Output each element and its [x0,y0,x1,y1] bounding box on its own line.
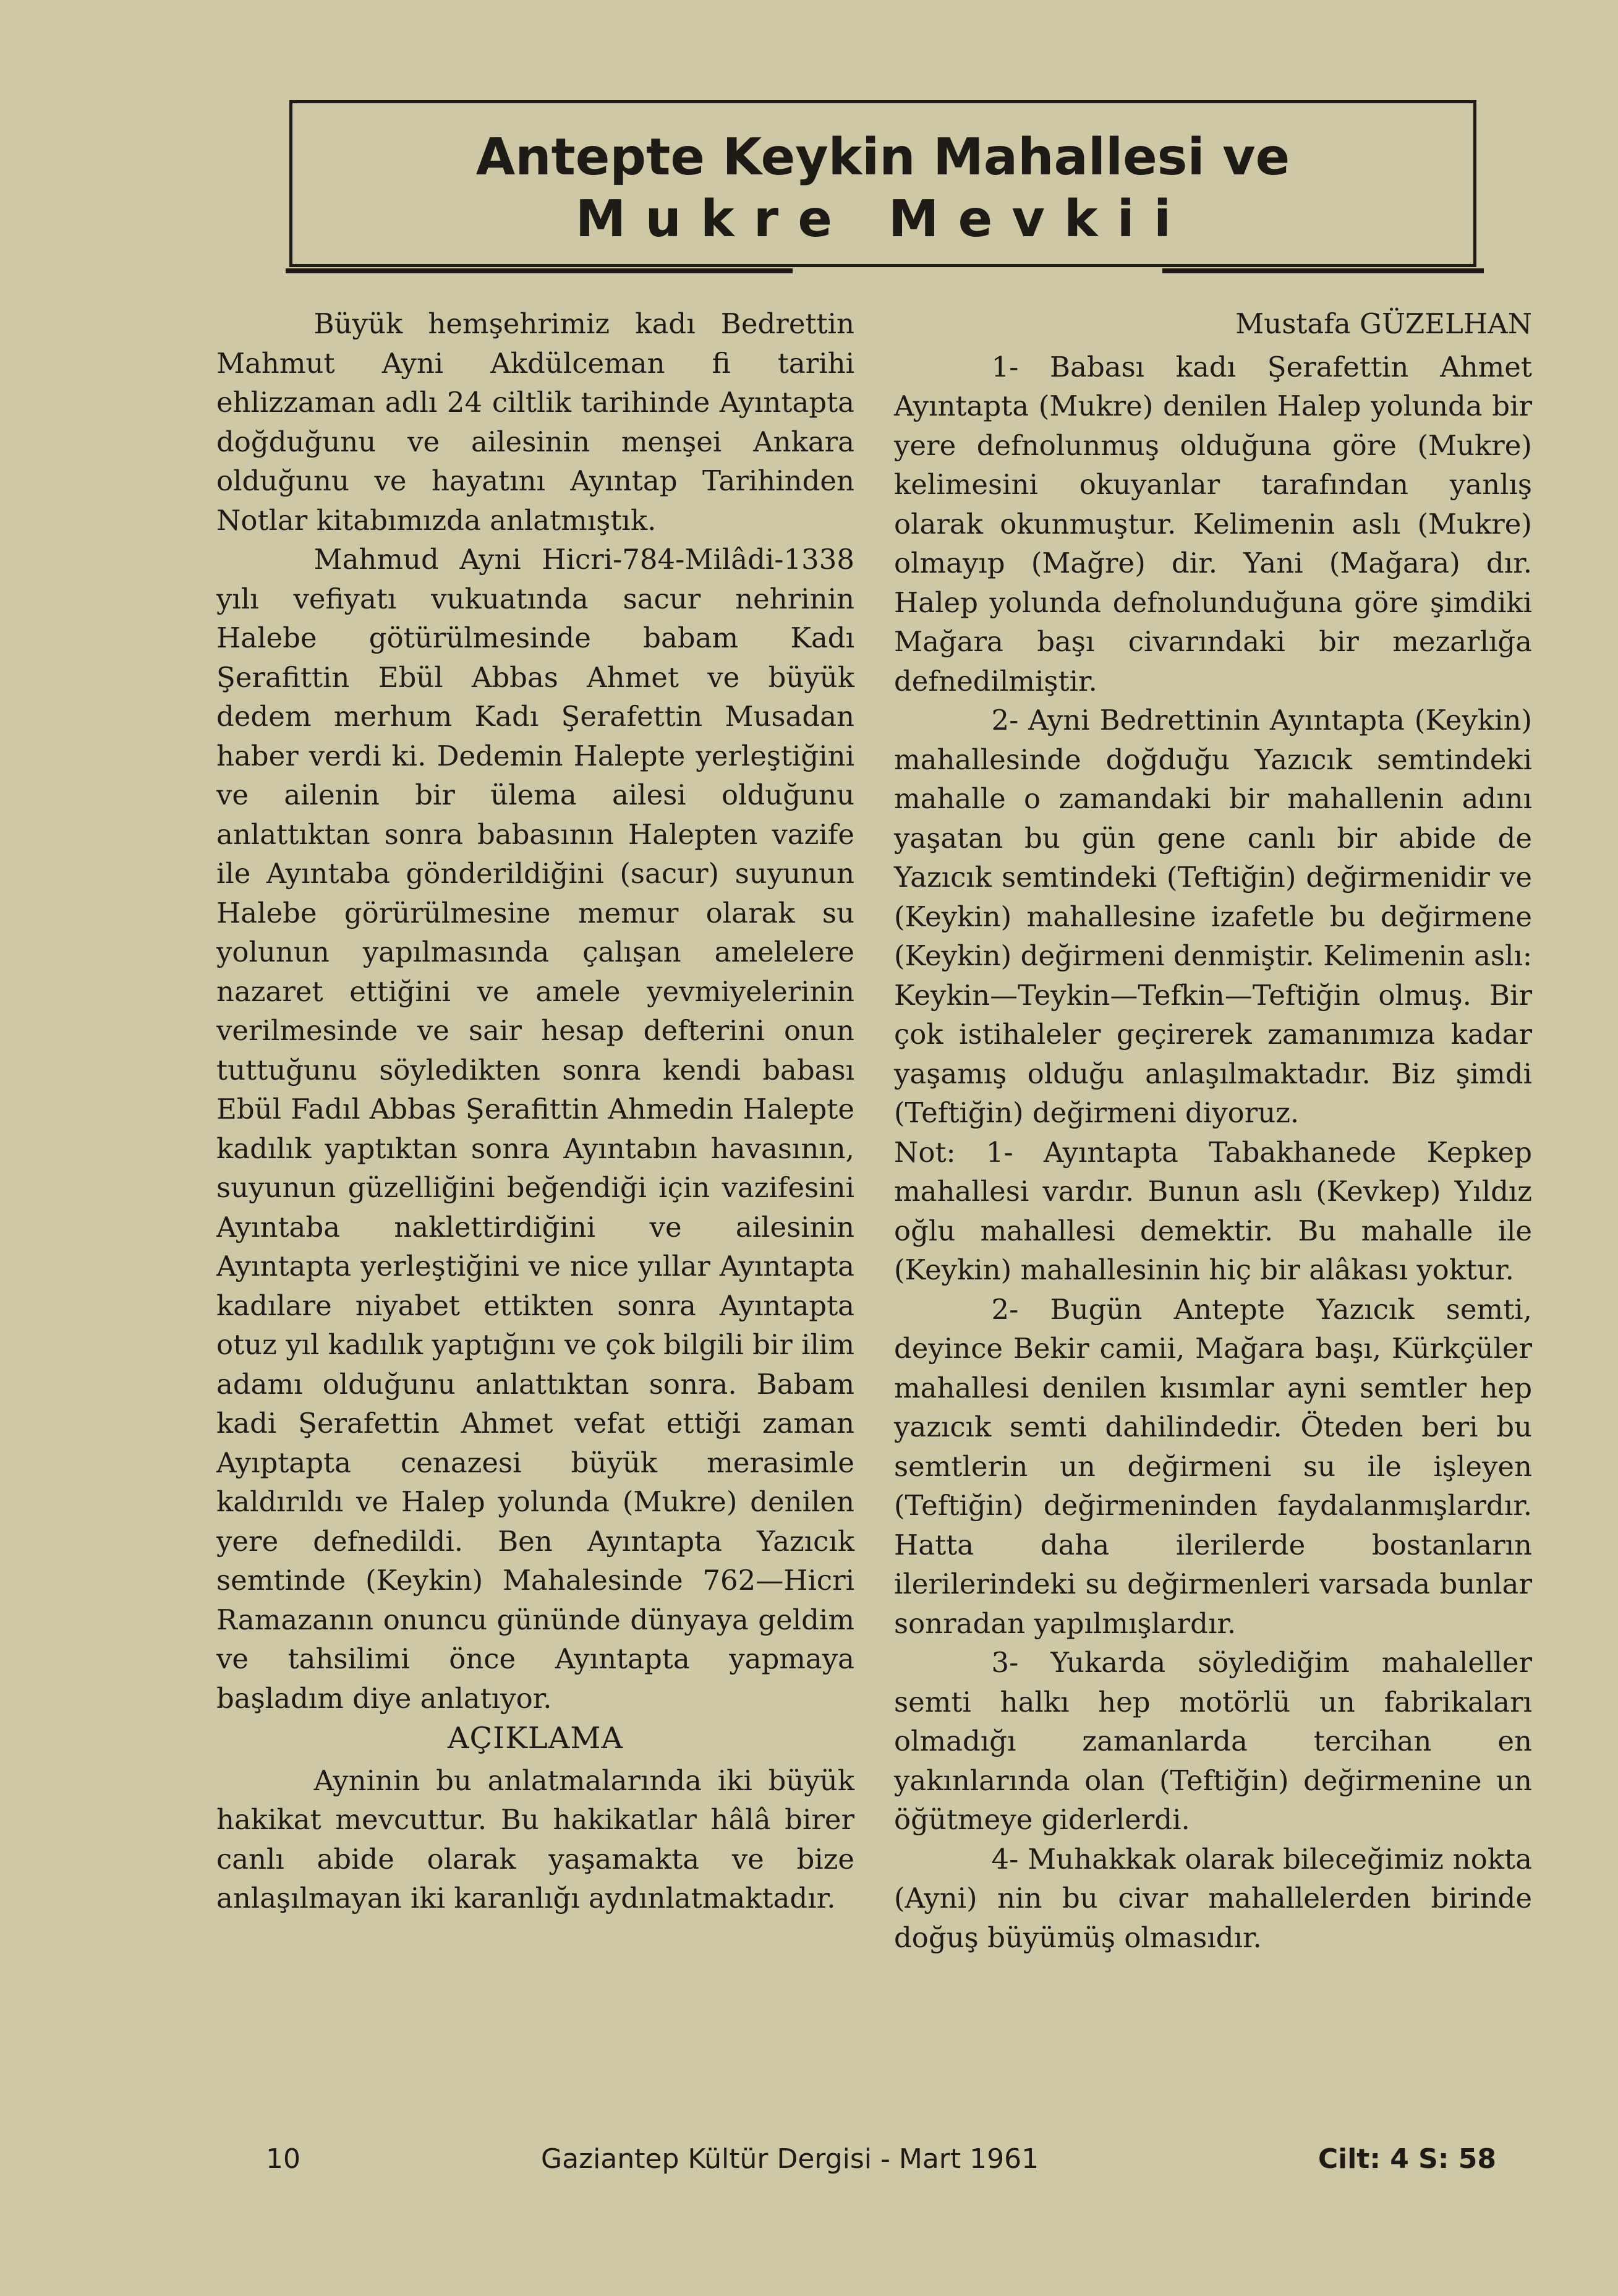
paragraph: 2- Bugün Antepte Yazıcık semti, deyince Bekir camii, Mağara başı, Kürkçüler mahallesi denilen kısımlar ayni semtler hep yazıcık semti dahilindedir. Öteden beri bu semtlerin un değirmeni su ile işleyen (Teftiğin) değirmeninden faydalanmışlardır. Hatta daha ilerilerde bostanların ilerilerindeki su değirmenleri varsada bunlar sonradan yapılmışlardır. [894,1292,1532,1640]
right-column [894,304,1532,1957]
title-underline-right [1162,268,1484,273]
paragraph: Mahmud Ayni Hicri-784-Milâdi-1338 yılı vefiyatı vukuatında sacur nehrinin Halebe götürülmesinde babam Kadı Şerafittin Ebül Abbas Ahmet ve büyük dedem merhum Kadı Şerafettin Musadan haber verdi ki. Dedemin Halepte yerleştiğini ve ailenin bir ülema ailesi olduğunu anlattıktan sonra babasının Halepten vazife ile Ayıntaba gönderildiğini (sacur) suyunun Halebe görürülmesine memur olarak su yolunun yapılmasında çalışan amelelere nazaret ettiğini ve amele yevmiyelerinin verilmesinde ve sair hesap defterini onun tuttuğunu söyledikten sonra kendi babası Ebül Fadıl Abbas Şerafittin Ahmedin Halepte kadılık yaptıktan sonra Ayıntabın havasının, suyunun güzelliğini beğendiği için vazifesini Ayıntaba naklettirdiğini ve ailesinin Ayıntapta yerleştiğini ve nice yıllar Ayıntapta kadılare niyabet ettikten sonra Ayıntapta otuz yıl kadılık yaptığını ve çok bilgili bir ilim adamı olduğunu anlattıktan sonra. Babam kadi Şerafettin Ahmet vefat ettiği zaman Ayıptapta cenazesi büyük merasimle kaldırıldı ve Halep yolunda (Mukre) denilen yere defnedildi. Ben Ayıntapta Yazıcık semtinde (Keykin) Mahalesinde 762—Hicri Ramazanın onuncu gününde dünyaya geldim ve tahsilimi önce Ayıntapta yapmaya başladım diye anlatıyor. [216,543,854,1715]
left-column [216,304,854,1918]
paragraph: 3- Yukarda söylediğim mahaleller semti halkı hep motörlü un fabrikaları olmadığı zamanlarda tercihan en yakınlarında olan (Teftiğin) değirmenine un öğütmeye giderlerdi. [894,1646,1532,1836]
author-name: Mustafa GÜZELHAN [1235,307,1532,340]
section-heading: AÇIKLAMA [447,1721,624,1756]
page-footer [266,2143,1496,2180]
page-number: 10 [266,2143,300,2175]
paragraph: 4- Muhakkak olarak bileceğimiz nokta (Ayni) nin bu civar mahallelerden birinde doğuş büyümüş olmasıdır. [894,1842,1532,1954]
title-underline-left [286,268,793,273]
title-box [289,100,1476,267]
issue-info: Cilt: 4 S: 58 [1318,2143,1496,2175]
title-line-1: Antepte Keykin Mahallesi ve [475,128,1290,187]
paragraph: 1- Babası kadı Şerafettin Ahmet Ayıntapta (Mukre) denilen Halep yolunda bir yere defnolunmuş olduğuna göre (Mukre) kelimesini okuyanlar tarafından yanlış olarak okunmuştur. Kelimenin aslı (Mukre) olmayıp (Mağre) dir. Yani (Mağara) dır. Halep yolunda defnolunduğuna göre şimdiki Mağara başı civarındaki bir mezarlığa defnedilmiştir. [894,350,1532,698]
paragraph: Büyük hemşehrimiz kadı Bedrettin Mahmut Ayni Akdülceman fi tarihi ehlizzaman adlı 24 ciltlik tarihinde Ayıntapta doğduğunu ve ailesinin menşei Ankara olduğunu ve hayatını Ayıntap Tarihinden Notlar kitabımızda anlatmıştık. [216,307,854,537]
paragraph: 2- Ayni Bedrettinin Ayıntapta (Keykin) mahallesinde doğduğu Yazıcık semtindeki mahalle o zamandaki bir mahallenin adını yaşatan bu gün gene canlı bir abide de Yazıcık semtindeki (Teftiğin) değirmenidir ve (Keykin) mahallesine izafetle bu değirmene (Keykin) değirmeni denmiştir. Kelimenin aslı: Keykin—Teykin—Tefkin—Teftiğin olmuş. Bir çok istihaleler geçirerek zamanımıza kadar yaşamış olduğu anlaşılmaktadır. Biz şimdi (Teftiğin) değirmeni diyoruz. [894,704,1532,1129]
paragraph: Ayninin bu anlatmalarında iki büyük hakikat mevcuttur. Bu hakikatlar hâlâ birer canlı abide olarak yaşamakta ve bize anlaşılmayan iki karanlığı aydınlatmaktadır. [216,1764,854,1914]
note-paragraph: Not: 1- Ayıntapta Tabakhanede Kepkep mahallesi vardır. Bunun aslı (Kevkep) Yıldız oğlu mahallesi demektir. Bu mahalle ile (Keykin) mahallesinin hiç bir alâkası yoktur. [894,1135,1532,1286]
title-line-2: Mukre Mevkii [575,190,1191,249]
journal-name: Gaziantep Kültür Dergisi - Mart 1961 [541,2143,1039,2175]
